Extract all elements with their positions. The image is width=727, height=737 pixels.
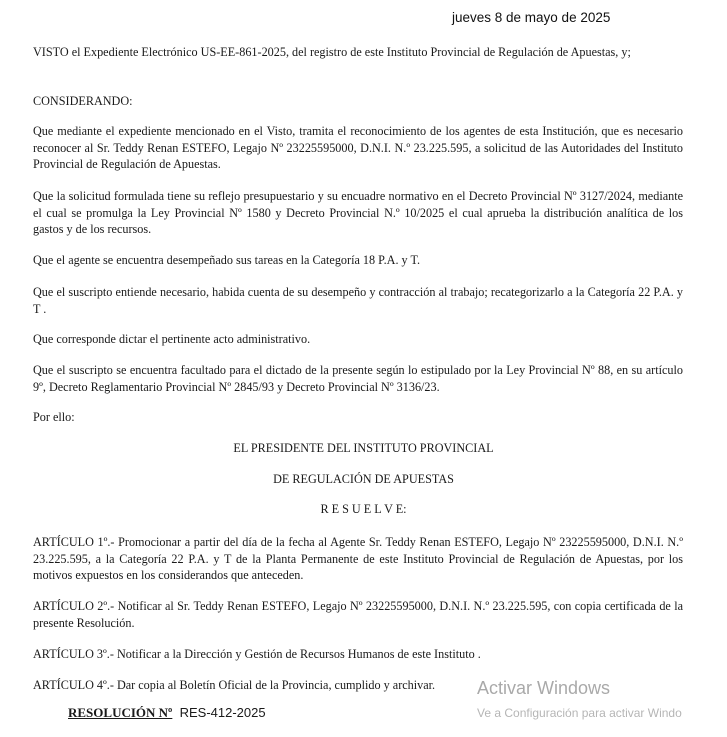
resolucion-label: RESOLUCIÓN Nº [68, 705, 173, 720]
considerando-paragraph: Que mediante el expediente mencionado en el Visto, tramita el reconocimiento de los agentes de esta Institución, que es necesario reconocer al Sr. Teddy Renan ESTEFO, Legajo Nº 23225595000, D.N.I. N.º 23.225.595, a solicitud de las Autoridades del Instituto Provincial de Regulación de Apuestas. [33, 124, 683, 171]
articulo-paragraph: ARTÍCULO 4º.- Dar copia al Boletín Oficial de la Provincia, cumplido y archivar. [33, 678, 436, 692]
considerando-paragraph: Que corresponde dictar el pertinente acto administrativo. [33, 332, 311, 346]
articulo-paragraph: ARTÍCULO 3º.- Notificar a la Dirección y Gestión de Recursos Humanos de este Instituto . [33, 647, 481, 661]
resuelve-heading: R E S U E L V E: [320, 502, 407, 516]
visto-paragraph: VISTO el Expediente Electrónico US-EE-861-2025, del registro de este Instituto Provincial de Regulación de Apuestas, y; [33, 45, 631, 59]
activation-watermark-title: Activar Windows [477, 678, 611, 698]
considerando-paragraph: Que el suscripto entiende necesario, habida cuenta de su desempeño y contracción al trabajo; recategorizarlo a la Categoría 22 P.A. y T . [33, 285, 683, 316]
resolucion-number [68, 705, 266, 721]
articulo-paragraph: ARTÍCULO 2º.- Notificar al Sr. Teddy Renan ESTEFO, Legajo Nº 23225595000, D.N.I. N.º 23.225.595, con copia certificada de la presente Resolución. [33, 599, 683, 630]
considerando-heading: CONSIDERANDO: [33, 94, 133, 108]
authority-line-1: EL PRESIDENTE DEL INSTITUTO PROVINCIAL [233, 441, 494, 455]
considerando-paragraph: Que el agente se encuentra desempeñado sus tareas en la Categoría 18 P.A. y T. [33, 253, 421, 267]
document-date: jueves 8 de mayo de 2025 [452, 10, 611, 25]
activation-watermark-subtitle: Ve a Configuración para activar Windo [477, 706, 682, 720]
por-ello-text: Por ello: [33, 410, 75, 424]
articulo-paragraph: ARTÍCULO 1º.- Promocionar a partir del día de la fecha al Agente Sr. Teddy Renan ESTEFO, Legajo Nº 23225595000, D.N.I. N.º 23.225.595, a la Categoría 22 P.A. y T de la Planta Permanente de este Instituto Provincial de Regulación de Apuestas, por los motivos expuestos en los considerandos que anteceden. [33, 535, 683, 582]
considerando-paragraph: Que la solicitud formulada tiene su reflejo presupuestario y su encuadre normativo en el Decreto Provincial Nº 3127/2024, mediante el cual se promulga la Ley Provincial Nº 1580 y Decreto Provincial N.º 10/2025 el cual aprueba la distribución analítica de los gastos y de los recursos. [33, 189, 683, 236]
authority-line-2: DE REGULACIÓN DE APUESTAS [273, 472, 454, 486]
resolucion-value: RES-412-2025 [179, 705, 266, 720]
considerando-paragraph: Que el suscripto se encuentra facultado para el dictado de la presente según lo estipulado por la Ley Provincial Nº 88, en su artículo 9º, Decreto Reglamentario Provincial Nº 2845/93 y Decreto Provincial Nº 3136/23. [33, 363, 683, 394]
